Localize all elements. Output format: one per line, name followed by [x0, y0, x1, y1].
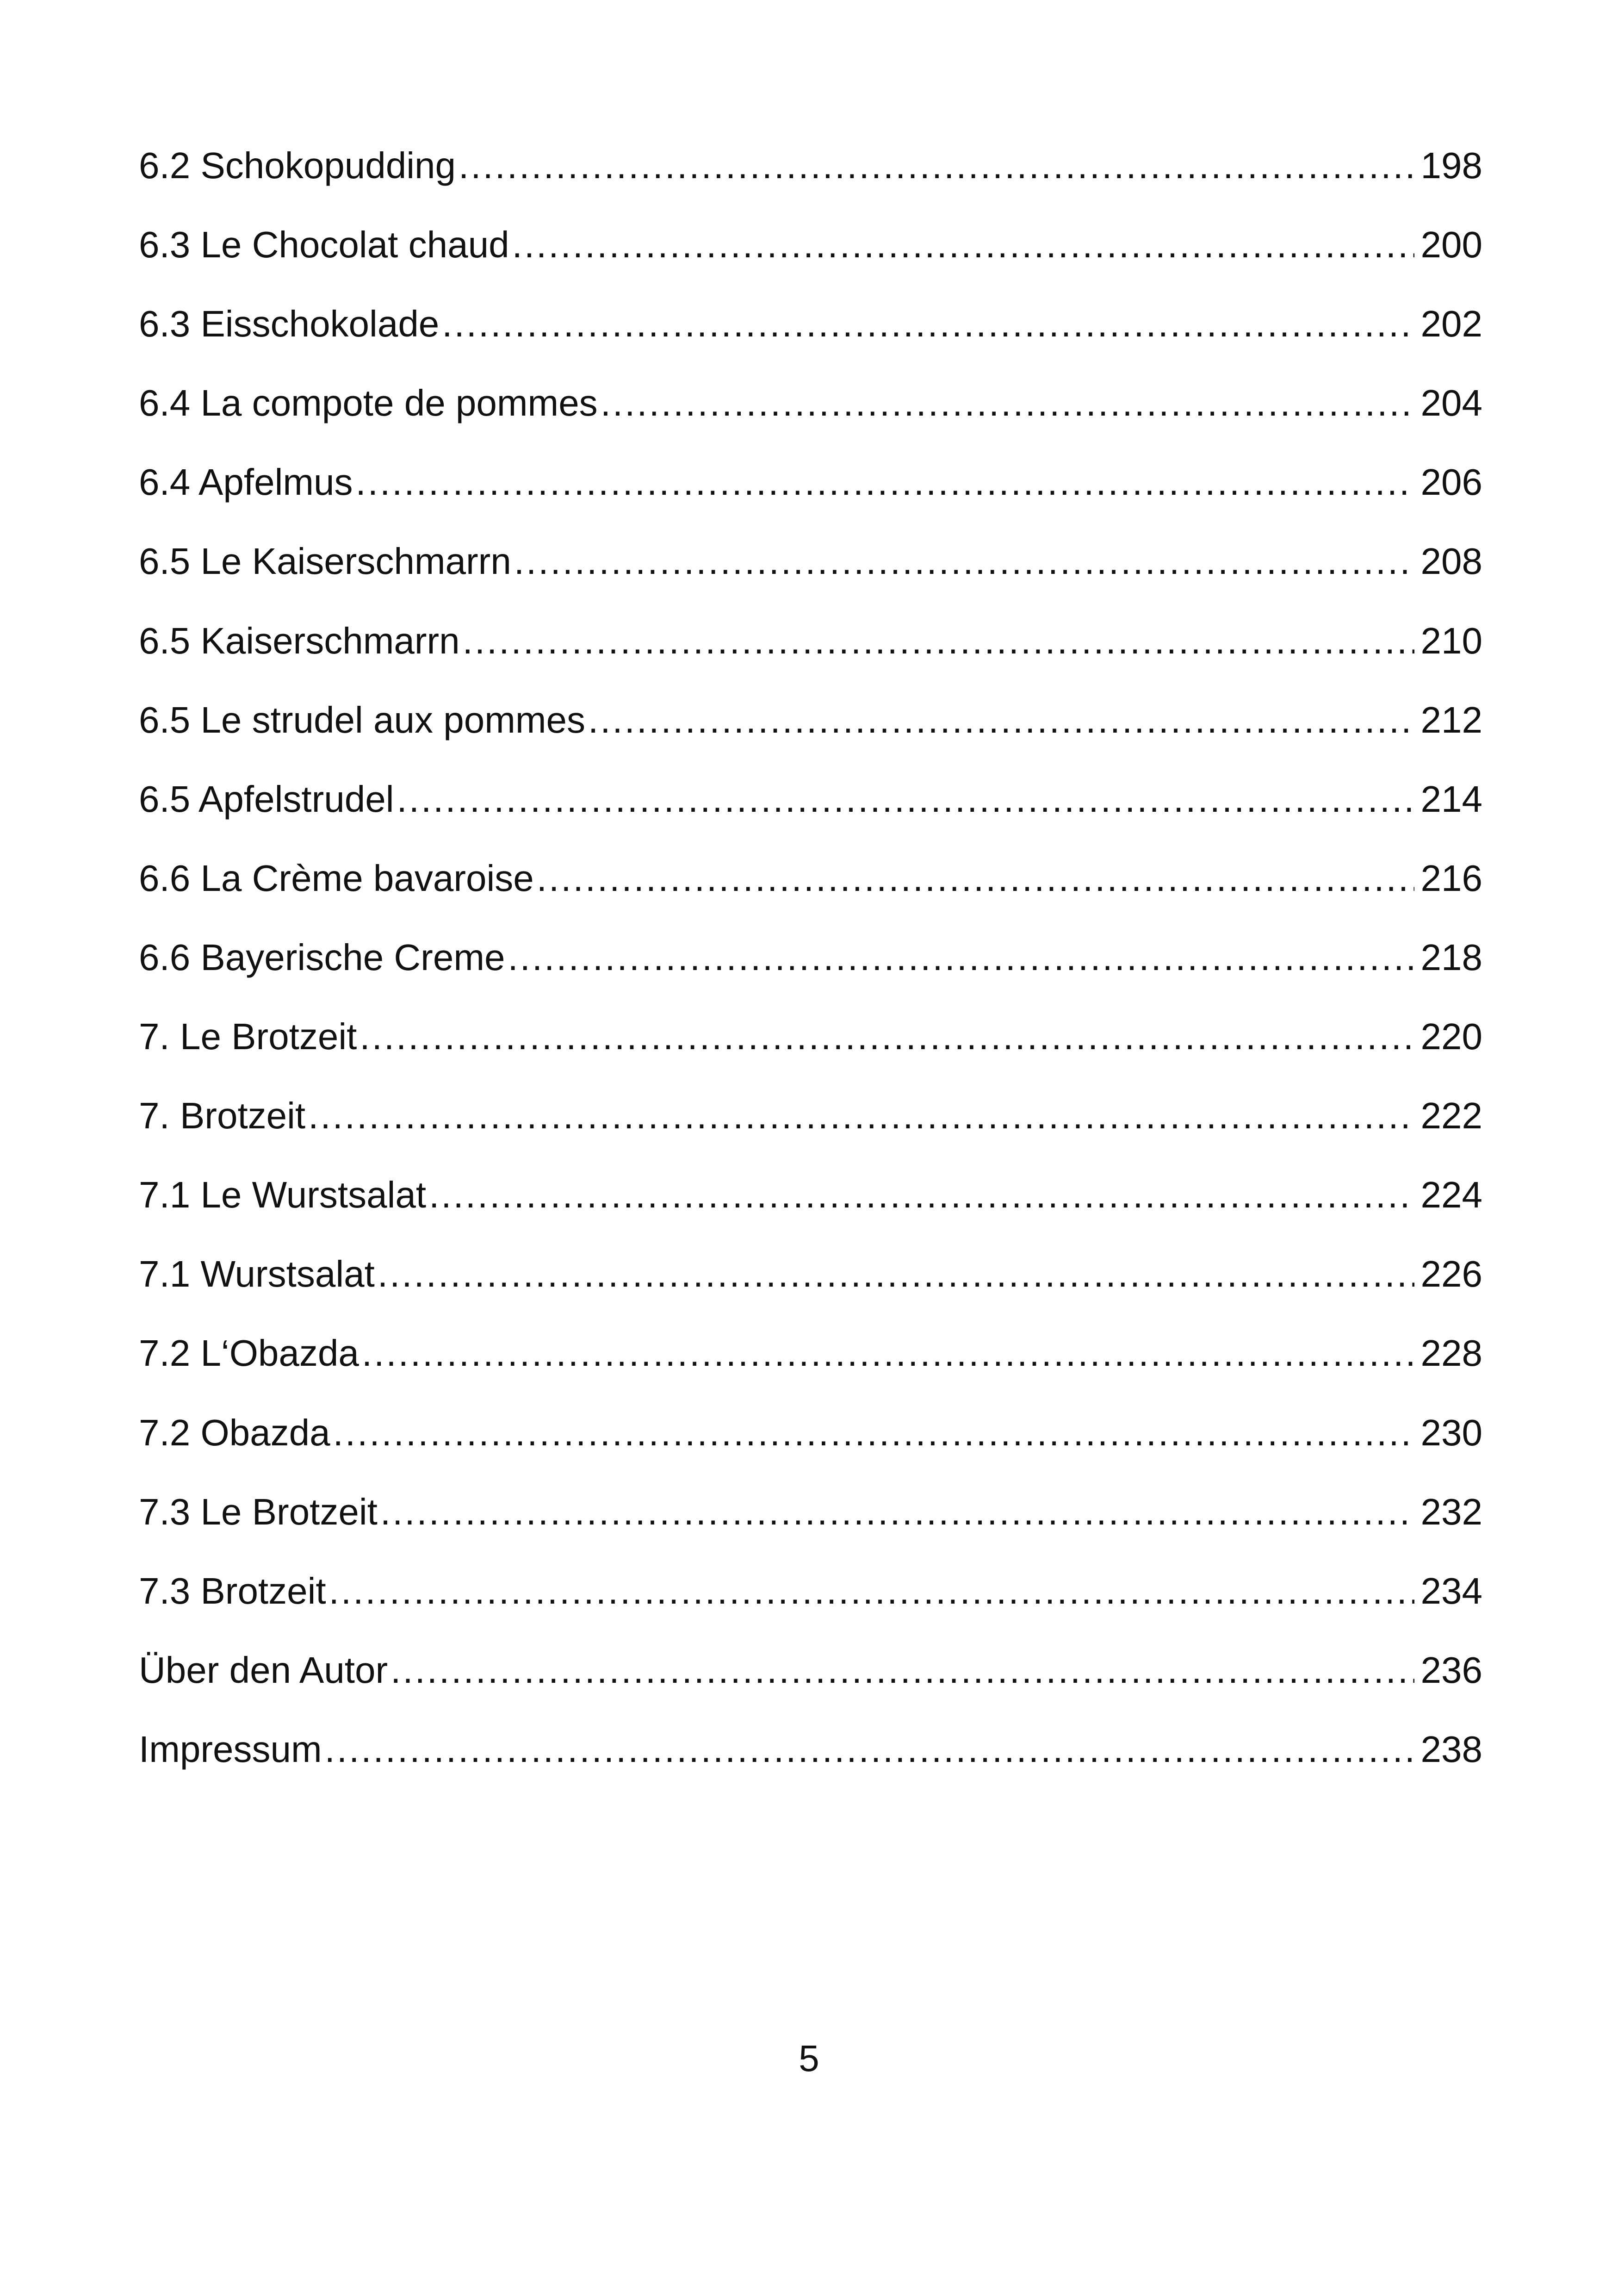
toc-entry-page: 238: [1420, 1728, 1482, 1770]
toc-entry[interactable]: [139, 613, 1482, 692]
toc-entry-title: 7.2 L‘Obazda: [139, 1332, 359, 1374]
dot-leader: [508, 930, 1414, 985]
toc-entry-title: 7.2 Obazda: [139, 1412, 330, 1453]
toc-entry-page: 200: [1420, 224, 1482, 266]
toc-entry-page: 230: [1420, 1412, 1482, 1453]
dot-leader: [378, 1246, 1414, 1302]
toc-entry-page: 212: [1420, 699, 1482, 740]
toc-entry-title: 6.6 La Crème bavaroise: [139, 857, 534, 899]
toc-entry-page: 208: [1420, 541, 1482, 582]
toc-entry-title: 6.3 Eisschokolade: [139, 303, 440, 345]
toc-entry-title: 6.5 Kaiserschmarrn: [139, 620, 460, 661]
dot-leader: [380, 1484, 1414, 1540]
toc-entry-page: 226: [1420, 1253, 1482, 1295]
toc-entry[interactable]: [139, 217, 1482, 296]
dot-leader: [429, 1167, 1414, 1223]
dot-leader: [588, 692, 1414, 748]
toc-entry[interactable]: [139, 1088, 1482, 1167]
toc-entry-title: 6.5 Le Kaiserschmarrn: [139, 541, 511, 582]
page-number: 5: [799, 2038, 819, 2079]
toc-entry-title: 6.6 Bayerische Creme: [139, 936, 505, 978]
dot-leader: [360, 1009, 1414, 1064]
toc-entry[interactable]: [139, 1167, 1482, 1246]
toc-entry[interactable]: [139, 772, 1482, 851]
toc-entry[interactable]: [139, 1563, 1482, 1643]
dot-leader: [333, 1405, 1414, 1461]
toc-entry-page: 198: [1420, 145, 1482, 186]
toc-entry[interactable]: [139, 1643, 1482, 1722]
toc-entry-page: 234: [1420, 1570, 1482, 1612]
toc-entry[interactable]: [139, 1405, 1482, 1484]
toc-entry-page: 236: [1420, 1649, 1482, 1691]
dot-leader: [512, 217, 1414, 273]
dot-leader: [442, 296, 1414, 352]
dot-leader: [329, 1563, 1414, 1619]
toc-entry-title: 6.3 Le Chocolat chaud: [139, 224, 509, 266]
toc-entry-title: 7.1 Wurstsalat: [139, 1253, 375, 1295]
dot-leader: [537, 851, 1414, 906]
toc-entry-title: 6.5 Le strudel aux pommes: [139, 699, 585, 740]
toc-entry-title: 6.5 Apfelstrudel: [139, 778, 394, 820]
toc-entry[interactable]: [139, 692, 1482, 772]
dot-leader: [514, 534, 1414, 589]
dot-leader: [601, 375, 1414, 431]
toc-entry-title: 7. Le Brotzeit: [139, 1016, 357, 1058]
toc-entry[interactable]: [139, 1325, 1482, 1405]
toc-entry-page: 216: [1420, 857, 1482, 899]
toc-entry-page: 206: [1420, 461, 1482, 503]
toc-entry[interactable]: [139, 851, 1482, 930]
toc-entry[interactable]: [139, 375, 1482, 454]
toc-entry-title: 7.1 Le Wurstsalat: [139, 1174, 427, 1216]
toc-entry[interactable]: [139, 1246, 1482, 1325]
toc-entry-page: 220: [1420, 1016, 1482, 1058]
toc-entry-title: Über den Autor: [139, 1649, 388, 1691]
toc-entry[interactable]: [139, 454, 1482, 534]
toc-entry-title: 7.3 Brotzeit: [139, 1570, 326, 1612]
toc-entry-title: Impressum: [139, 1728, 322, 1770]
toc-entry[interactable]: [139, 138, 1482, 217]
toc-entry-page: 210: [1420, 620, 1482, 661]
toc-entry-title: 6.2 Schokopudding: [139, 145, 456, 186]
table-of-contents: [139, 138, 1482, 1801]
toc-entry-page: 218: [1420, 936, 1482, 978]
toc-entry[interactable]: [139, 1009, 1482, 1088]
toc-entry-page: 224: [1420, 1174, 1482, 1216]
dot-leader: [325, 1722, 1414, 1777]
toc-entry-page: 202: [1420, 303, 1482, 345]
toc-entry[interactable]: [139, 930, 1482, 1009]
toc-entry-title: 6.4 La compote de pommes: [139, 382, 598, 424]
toc-entry-page: 232: [1420, 1491, 1482, 1532]
toc-entry-title: 6.4 Apfelmus: [139, 461, 353, 503]
dot-leader: [308, 1088, 1414, 1144]
dot-leader: [397, 772, 1414, 827]
dot-leader: [459, 138, 1414, 193]
dot-leader: [362, 1325, 1414, 1381]
toc-entry[interactable]: [139, 1484, 1482, 1563]
toc-entry-page: 214: [1420, 778, 1482, 820]
dot-leader: [391, 1643, 1414, 1698]
toc-entry[interactable]: [139, 296, 1482, 375]
toc-entry-page: 228: [1420, 1332, 1482, 1374]
toc-entry-page: 222: [1420, 1095, 1482, 1137]
toc-entry-title: 7. Brotzeit: [139, 1095, 306, 1137]
toc-entry[interactable]: [139, 534, 1482, 613]
toc-entry-page: 204: [1420, 382, 1482, 424]
toc-entry-title: 7.3 Le Brotzeit: [139, 1491, 378, 1532]
dot-leader: [356, 454, 1414, 510]
toc-entry[interactable]: [139, 1722, 1482, 1801]
dot-leader: [463, 613, 1414, 669]
